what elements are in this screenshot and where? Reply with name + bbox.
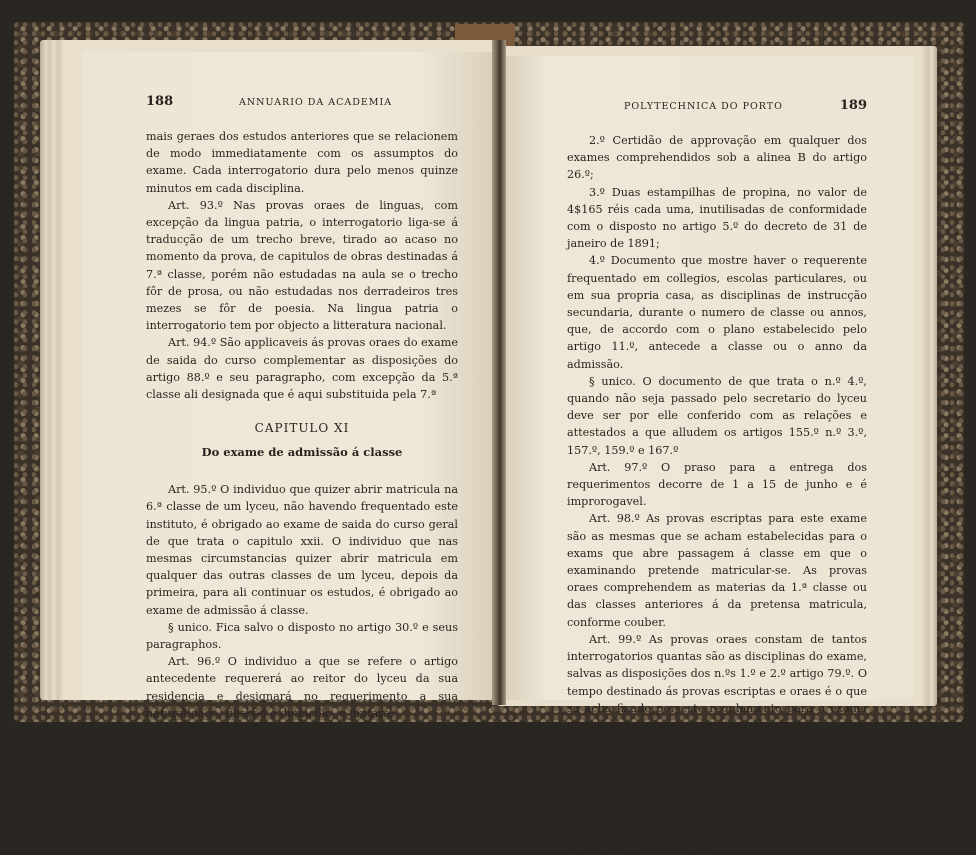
paragraph: 3.º Duas estampilhas de propina, no valor de 4$165 réis cada uma, inutilisadas de conformidade com o disposto no artigo 5.º do decreto de 31 de janeiro de 1891; [567,185,867,251]
left-page [82,52,498,772]
left-body-top [146,128,458,403]
paragraph: Art. 101.º Concluidas as provas oraes em cada dia o jury procede, com respeito a cada alumno, á votação por disciplina. A votação regula-se pelo que fica disposto para os exames de passagem nos §§ 1.º, 2.º e 5.º do artigo 81.º [567,770,867,853]
paragraph: 2.º Certidão de approvação em qualquer dos exames comprehendidos sob a alinea B do artigo 26.º; [567,134,867,182]
right-page-number: 189 [839,98,867,113]
right-running-title: POLYTECHNICA DO PORTO [623,101,783,112]
paragraph: Art. 100.º As provas escriptas são applicaveis as disposições dos artigos 77.º e 78.º e seu § 1.º [567,736,867,767]
paragraph: 1.º Certidão de idade por onde mostre que terá em tempo competente a idade correspondente á classe em que pretende entrar; [146,724,458,772]
paragraph: Art. 98.º As provas escriptas para este exame são as mesmas que se acham estabelecidas para o exams que abre passagem á classe em que o examinando pretende matricular-se. As provas oraes comprehendem as materias da 1.ª classe ou das classes anteriores á da pretensa matricula, conforme couber. [567,512,867,629]
paragraph: Art. 99.º As provas oraes constam de tantos interrogatorios quantas são as disciplinas do exame, salvas as disposições dos n.ºs 1.º e 2.º artigo 79.º. O tempo destinado ás provas escriptas e oraes é o que se acha fixado por este regulamento para o exame na classe que o requerente tem de provar. [567,632,867,732]
paragraph: § unico. O documento de que trata o n.º 4.º, quando não seja passado pelo secretario do lyceu deve ser por elle conferido com as relações e attestados a que alludem os artigos 155.º n.º 3.º, 157.º, 159.º e 167.º [567,374,867,457]
left-page-number: 188 [146,94,174,109]
paragraph: Art. 96.º O individuo a que se refere o artigo antecedente requererá ao reitor do lyceu da sua residencia e designará no requerimento a sua naturalidade, filiação e domicilio, e juntará: [146,655,458,720]
right-page [499,56,913,853]
section-heading: Do exame de admissão á classe [201,445,403,460]
left-running-head [146,94,458,108]
paragraph: § unico. Fica salvo o disposto no artigo 30.º e seus paragraphos. [146,620,458,652]
paragraph: Art. 94.º São applicaveis ás provas oraes do exame de saida do curso complementar as disposições do artigo 88.º e seu paragrapho, com excepção da 5.ª classe ali designada que é aqui substituida pela 7.ª [146,336,458,402]
chapter-heading: CAPITULO XI [254,421,350,436]
left-running-title: ANNUARIO DA ACADEMIA [238,97,393,108]
paragraph: Art. 97.º O praso para a entrega dos requerimentos decorre de 1 a 15 de junho e é improrogavel. [567,460,867,509]
paragraph: Art. 93.º Nas provas oraes de linguas, com excepção da lingua patria, o interrogatorio liga-se á traducção de um trecho breve, tirado ao acaso no momento da prova, de capitulos de obras destinadas á 7.ª classe, porém não estudadas na aula se o trecho fôr de prosa, ou não estudadas nos derradeiros tres mezes se fôr de poesia. Na lingua patria o interrogatorio tem por objecto a litteratura nacional. [146,198,458,333]
paragraph: mais geraes dos estudos anteriores que se relacionem de modo immediatamente com os assumptos do exame. Cada interrogatorio dura pelo menos quinze minutos em cada disciplina. [146,130,458,195]
right-running-head [567,98,867,112]
left-body-bottom [146,481,458,773]
right-body [567,132,867,855]
book-gutter [492,40,506,705]
paragraph: Art. 95.º O individuo que quizer abrir matricula na 6.ª classe de um lyceu, não havendo frequentado este instituto, é obrigado ao exame de saida do curso geral de que trata o capitulo xxii. O individuo que nas mesmas circumstancias quizer abrir matricula em qualquer das outras classes de um lyceu, depois da primeira, para ali continuar os estudos, é obrigado ao exame de admissão á classe. [146,483,458,617]
paragraph: 4.º Documento que mostre haver o requerente frequentado em collegios, escolas particulares, ou em sua propria casa, as disciplinas de instrucção secundaria, durante o numero de classe ou annos, que, de accordo com o plano estabelecido pelo artigo 11.º, antecede a classe ou o anno da admissão. [567,254,867,371]
